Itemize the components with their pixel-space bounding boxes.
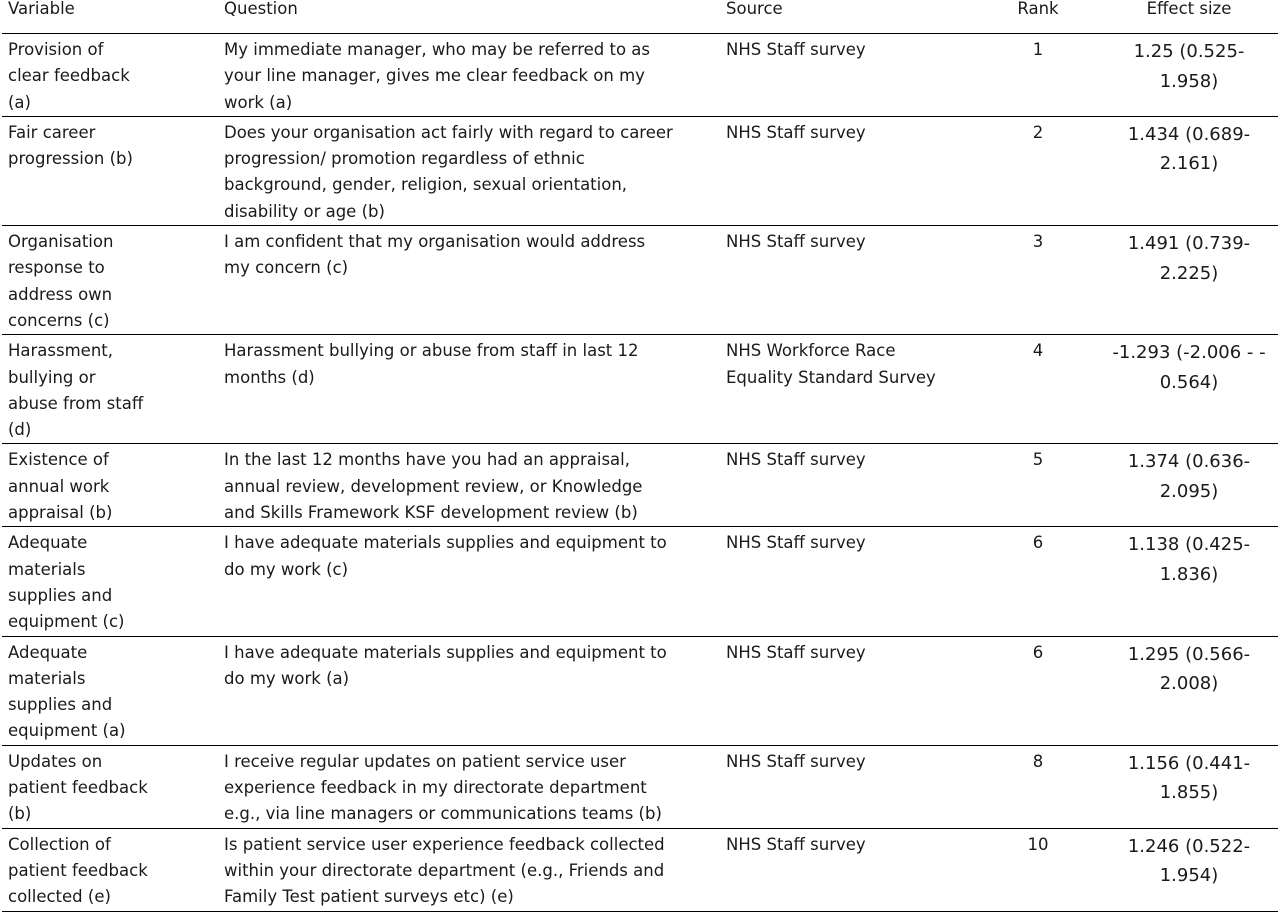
table-row (2, 335, 1278, 444)
cell-rank: 4 (960, 335, 1100, 444)
cell-variable: Harassment, bullying or abuse from staff (d) (2, 335, 218, 444)
cell-variable: Fair career progression (b) (2, 116, 218, 225)
cell-question: Is patient service user experience feedback collected within your directorate department (e.g., Friends and Family Test patient surveys etc) (e) (218, 828, 720, 911)
table-row (2, 444, 1278, 527)
cell-question: I have adequate materials supplies and equipment to do my work (a) (218, 636, 720, 745)
table-row (2, 745, 1278, 828)
cell-variable: Updates on patient feedback (b) (2, 745, 218, 828)
cell-question: Harassment bullying or abuse from staff in last 12 months (d) (218, 335, 720, 444)
cell-effect-size: 1.374 (0.636- 2.095) (1100, 444, 1278, 527)
cell-source: NHS Staff survey (720, 116, 960, 225)
cell-variable: Existence of annual work appraisal (b) (2, 444, 218, 527)
cell-effect-size: 1.25 (0.525- 1.958) (1100, 34, 1278, 117)
cell-variable: Organisation response to address own concerns (c) (2, 226, 218, 335)
header-effect-size: Effect size (1100, 0, 1278, 34)
cell-rank: 6 (960, 636, 1100, 745)
cell-variable: Provision of clear feedback (a) (2, 34, 218, 117)
cell-effect-size: 1.434 (0.689- 2.161) (1100, 116, 1278, 225)
cell-source: NHS Staff survey (720, 34, 960, 117)
cell-question: Does your organisation act fairly with regard to career progression/ promotion regardless of ethnic background, gender, religion, sexual orientation, disability or age (b) (218, 116, 720, 225)
cell-effect-size: 1.156 (0.441- 1.855) (1100, 745, 1278, 828)
cell-question: I have adequate materials supplies and equipment to do my work (c) (218, 527, 720, 636)
cell-question: I am confident that my organisation would address my concern (c) (218, 226, 720, 335)
table-row (2, 527, 1278, 636)
cell-source: NHS Staff survey (720, 444, 960, 527)
cell-question: I receive regular updates on patient service user experience feedback in my directorate department e.g., via line managers or communications teams (b) (218, 745, 720, 828)
table-header (2, 0, 1278, 34)
cell-source: NHS Workforce Race Equality Standard Survey (720, 335, 960, 444)
header-variable: Variable (2, 0, 218, 34)
cell-effect-size: -1.293 (-2.006 - - 0.564) (1100, 335, 1278, 444)
table-body (2, 34, 1278, 912)
results-table (2, 0, 1278, 912)
header-row (2, 0, 1278, 34)
cell-source: NHS Staff survey (720, 828, 960, 911)
table-row (2, 828, 1278, 911)
cell-source: NHS Staff survey (720, 226, 960, 335)
cell-source: NHS Staff survey (720, 636, 960, 745)
table-row (2, 34, 1278, 117)
cell-variable: Collection of patient feedback collected (e) (2, 828, 218, 911)
cell-rank: 2 (960, 116, 1100, 225)
cell-rank: 5 (960, 444, 1100, 527)
cell-source: NHS Staff survey (720, 527, 960, 636)
header-question: Question (218, 0, 720, 34)
cell-variable: Adequate materials supplies and equipment (a) (2, 636, 218, 745)
cell-effect-size: 1.491 (0.739- 2.225) (1100, 226, 1278, 335)
header-rank: Rank (960, 0, 1100, 34)
cell-rank: 8 (960, 745, 1100, 828)
table-row (2, 226, 1278, 335)
cell-question: In the last 12 months have you had an appraisal, annual review, development review, or Knowledge and Skills Framework KSF development review (b) (218, 444, 720, 527)
cell-rank: 6 (960, 527, 1100, 636)
header-source: Source (720, 0, 960, 34)
cell-rank: 10 (960, 828, 1100, 911)
table-row (2, 636, 1278, 745)
cell-effect-size: 1.295 (0.566- 2.008) (1100, 636, 1278, 745)
cell-rank: 1 (960, 34, 1100, 117)
cell-effect-size: 1.138 (0.425- 1.836) (1100, 527, 1278, 636)
cell-source: NHS Staff survey (720, 745, 960, 828)
table-row (2, 116, 1278, 225)
cell-effect-size: 1.246 (0.522- 1.954) (1100, 828, 1278, 911)
cell-question: My immediate manager, who may be referred to as your line manager, gives me clear feedback on my work (a) (218, 34, 720, 117)
cell-variable: Adequate materials supplies and equipment (c) (2, 527, 218, 636)
cell-rank: 3 (960, 226, 1100, 335)
